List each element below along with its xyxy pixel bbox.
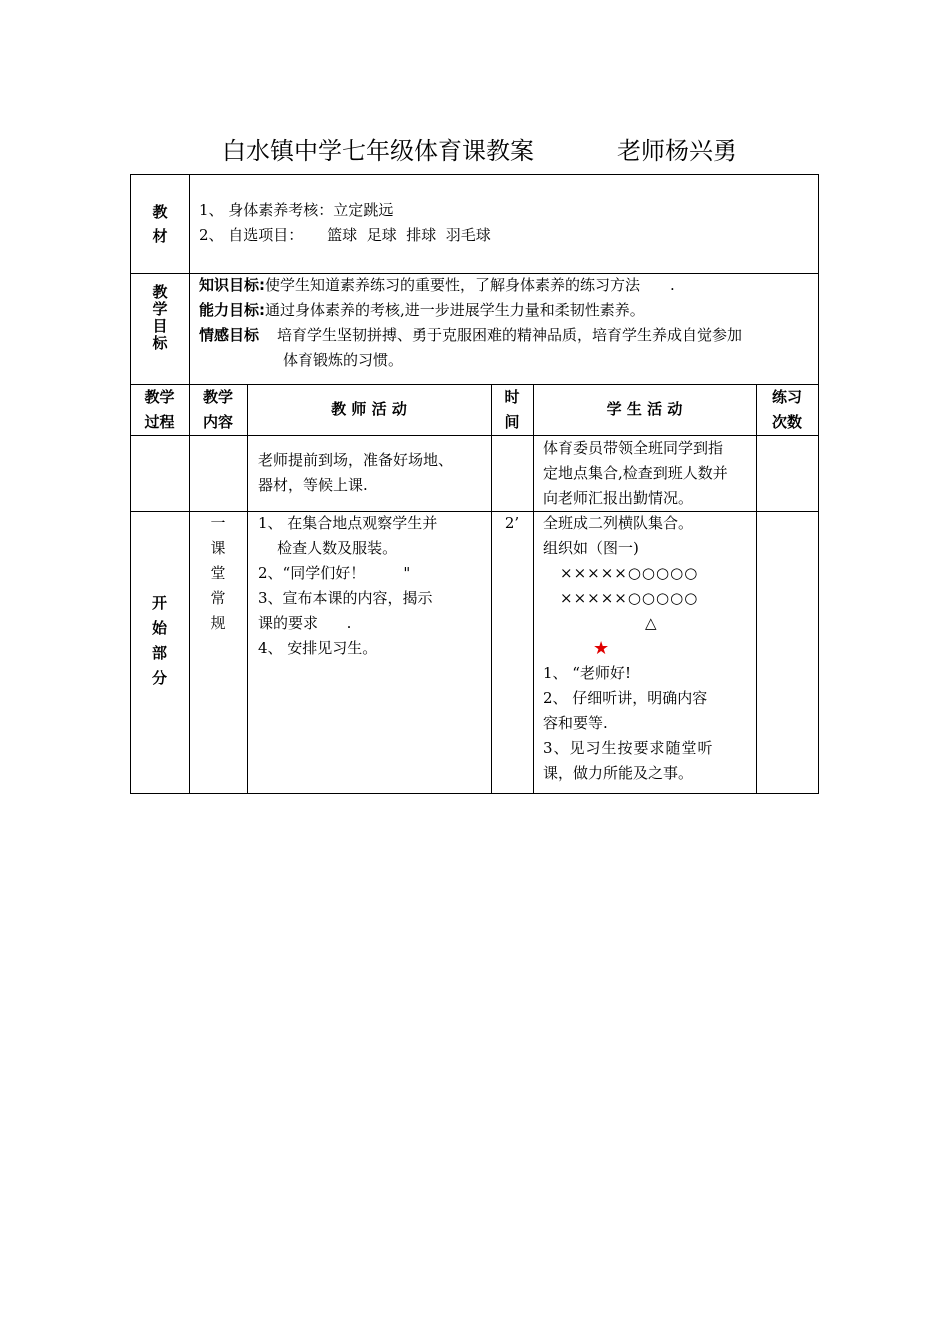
row2-time: 2’ — [504, 514, 520, 532]
material-item-2: 2、 自选项目： 篮球 足球 排球 羽毛球 — [199, 226, 491, 244]
material-label: 教材 — [152, 203, 168, 245]
row1-teacher-line-2: 器材，等候上课. — [258, 476, 368, 494]
teacher-name: 老师杨兴勇 — [617, 137, 737, 165]
ability-goal — [199, 298, 645, 323]
emotion-goal-label: 情感目标 — [199, 326, 260, 344]
header-reps-1: 练习 — [771, 388, 802, 406]
row2-content-3: 堂 — [210, 564, 226, 582]
row2-student-line-1: 全班成二列横队集合。 — [543, 514, 694, 532]
row1-student-line-1: 体育委员带领全班同学到指 — [543, 439, 724, 457]
star-icon: ★ — [593, 638, 610, 659]
teacher-position-triangle: △ — [645, 614, 657, 632]
row2-teacher-line-3: 2、“同学们好！ " — [258, 564, 411, 582]
row2-teacher-line-4: 3、宣布本课的内容，揭示 — [258, 589, 433, 607]
knowledge-goal-text: 使学生知道素养练习的重要性，了解身体素养的练习方法 — [265, 276, 641, 294]
knowledge-goal-end: . — [670, 276, 675, 294]
row2-process-3: 部 — [151, 644, 167, 662]
emotion-goal — [199, 323, 742, 348]
knowledge-goal — [199, 273, 675, 298]
header-content-2: 内容 — [202, 413, 233, 431]
material-item-1: 1、 身体素养考核：立定跳远 — [199, 201, 394, 219]
row2-student-line-7: 课，做力所能及之事。 — [543, 764, 694, 782]
row2-teacher-line-5: 课的要求 . — [258, 614, 352, 632]
row1-teacher-line-1: 老师提前到场，准备好场地、 — [258, 451, 454, 469]
header-content-1: 教学 — [202, 388, 233, 406]
header-time-2: 间 — [504, 413, 520, 431]
lesson-plan-table — [130, 174, 819, 794]
ability-goal-text: 通过身体素养的考核,进一步进展学生力量和柔韧性素养。 — [265, 301, 645, 319]
header-teacher-activity: 教 师 活 动 — [331, 400, 407, 418]
row2-teacher-line-2: 检查人数及服装。 — [258, 539, 398, 557]
formation-row-1: ×××××○○○○○ — [560, 564, 699, 582]
row1-student-line-3: 向老师汇报出勤情况。 — [543, 489, 694, 507]
formation-row-2: ×××××○○○○○ — [560, 589, 699, 607]
row2-content-1: 一 — [210, 514, 226, 532]
header-process-1: 教学 — [144, 388, 175, 406]
row2-student-line-2: 组织如（图一) — [543, 539, 639, 557]
row2-process-2: 始 — [151, 619, 167, 637]
page-title: 白水镇中学七年级体育课教案 — [222, 137, 534, 165]
row2-process-4: 分 — [151, 669, 167, 687]
row2-teacher-line-6: 4、 安排见习生。 — [258, 639, 378, 657]
page-title-row — [0, 131, 950, 165]
row2-student-line-6: 3、见习生按要求随堂听 — [543, 739, 714, 757]
row2-content-5: 规 — [210, 614, 226, 632]
header-time-1: 时 — [504, 388, 520, 406]
row2-process-1: 开 — [151, 594, 167, 612]
header-student-activity: 学 生 活 动 — [606, 400, 683, 418]
ability-goal-label: 能力目标: — [199, 301, 265, 319]
row2-student-line-4: 2、 仔细听讲，明确内容 — [543, 689, 708, 707]
emotion-goal-text-1: 培育学生坚韧拼搏、勇于克服困难的精神品质，培育学生养成自觉参加 — [277, 326, 743, 344]
goals-label: 教学目标 — [152, 283, 168, 352]
row2-student-line-3: 1、 “老师好! — [543, 664, 632, 682]
emotion-goal-text-2: 体育锻炼的习惯。 — [283, 351, 404, 369]
row2-student-line-5: 容和要等. — [543, 714, 608, 732]
row2-content-4: 常 — [210, 589, 226, 607]
header-process-2: 过程 — [144, 413, 175, 431]
row2-teacher-line-1: 1、 在集合地点观察学生并 — [258, 514, 438, 532]
header-reps-2: 次数 — [771, 413, 802, 431]
row1-student-line-2: 定地点集合,检查到班人数并 — [543, 464, 728, 482]
row2-content-2: 课 — [210, 539, 226, 557]
knowledge-goal-label: 知识目标: — [199, 276, 265, 294]
